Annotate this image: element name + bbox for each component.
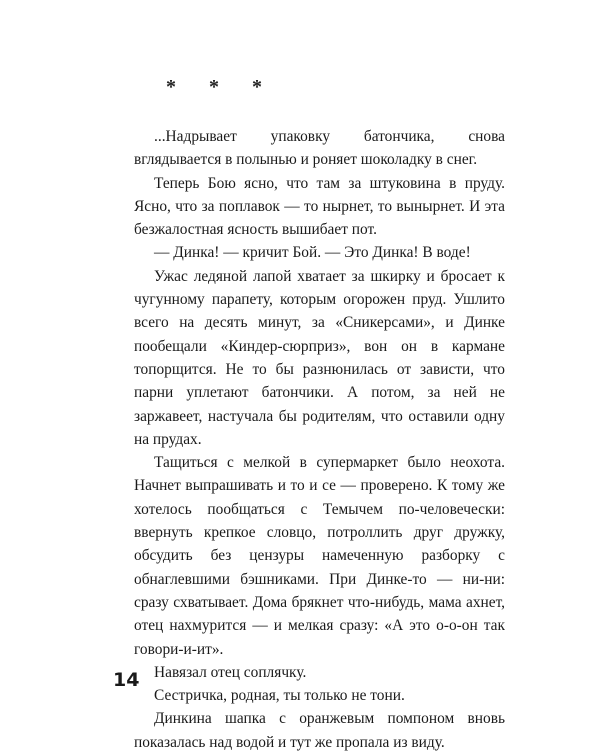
- paragraph: — Динка! — кричит Бой. — Это Динка! В воде!: [154, 244, 471, 262]
- page-number: 14: [113, 669, 140, 691]
- paragraph: Динкина шапка с оранжевым помпоном вновь показалась над водой и тут же пропала из виду.: [134, 710, 505, 751]
- paragraph: ...Надрывает упаковку батончика, снова вглядывается в полынью и роняет шоколадку в снег.: [134, 128, 505, 169]
- paragraph: Ужас ледяной лапой хватает за шкирку и бросает к чугунному парапету, которым огорожен пруд. Ушлито всего на десять минут, за «Сникерсами», и Динке пообещали «Киндер-сюрприз», вон он в кармане топорщится. Не то бы разнюнилась от зависти, что парни уплетают батончики. А потом, за ней не заржавеет, настучала бы родителям, что оставили одну на прудах.: [134, 267, 505, 448]
- paragraph: Тащиться с мелкой в супермаркет было неохота. Начнет выпрашивать и то и се — проверено. К тому же хотелось пообщаться с Темычем по-человечески: ввернуть крепкое словцо, потроллить друг дружку, обсудить без цензуры намеченную разборку с обнаглевшими бэшниками. При Динке-то — ни-ни: сразу схватывает. Дома брякнет что-нибудь, мама ахнет, отец нахмурится — и мелкая сразу: «А это о-о-он так говори-и-ит».: [134, 454, 505, 658]
- body-text: [134, 125, 505, 754]
- paragraph: Навязал отец соплячку.: [154, 663, 307, 681]
- paragraph: Сестричка, родная, ты только не тони.: [154, 687, 405, 705]
- section-separator: * * *: [166, 76, 276, 98]
- paragraph: Теперь Бою ясно, что там за штуковина в пруду. Ясно, что за поплавок — то нырнет, то вынырнет. И эта безжалостная ясность вышибает пот.: [134, 174, 505, 239]
